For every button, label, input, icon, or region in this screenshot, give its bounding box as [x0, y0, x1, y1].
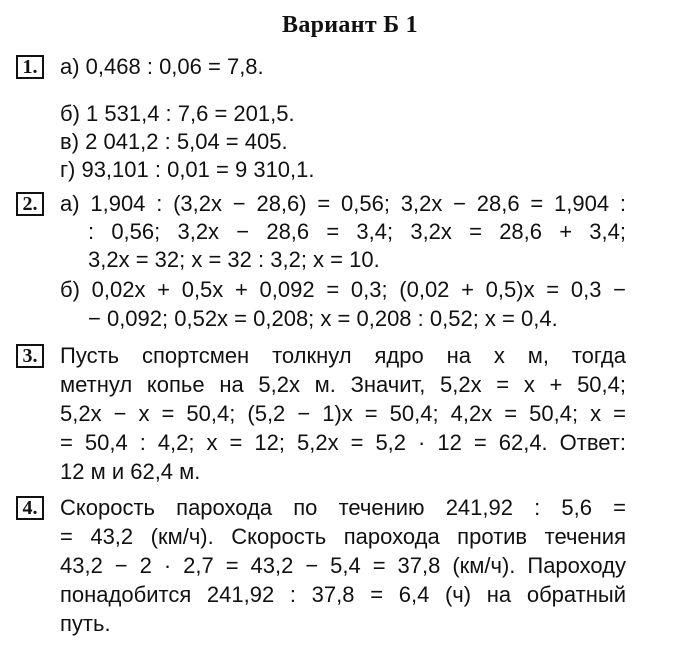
variant-title: Вариант Б 1 [282, 12, 418, 38]
task-3-line-2: метнул копье на 5,2x м. Значит, 5,2x = x + 50,4; [60, 372, 626, 397]
task-1-line-b: б) 1 531,4 : 7,6 = 201,5. [60, 101, 295, 126]
task-1-line-c: в) 2 041,2 : 5,04 = 405. [60, 129, 288, 154]
task-3-line-5: 12 м и 62,4 м. [60, 459, 201, 484]
task-1-line-a: а) 0,468 : 0,06 = 7,8. [60, 54, 264, 79]
task-1-number-box: 1. [16, 55, 44, 79]
task-4-line-2: = 43,2 (км/ч). Скорость парохода против течения [60, 524, 626, 549]
task-3-number-box: 3. [16, 344, 44, 368]
task-3-line-1: Пусть спортсмен толкнул ядро на x м, тогда [60, 343, 626, 368]
task-4-line-1: Скорость парохода по течению 241,92 : 5,6 = [60, 495, 626, 520]
task-4-line-4: понадобится 241,92 : 37,8 = 6,4 (ч) на обратный [60, 582, 626, 607]
task-2-line-2: : 0,56; 3,2x − 28,6 = 3,4; 3,2x = 28,6 + 3,4; [88, 219, 626, 244]
task-1-line-d: г) 93,101 : 0,01 = 9 310,1. [60, 157, 315, 182]
task-2-line-1: а) 1,904 : (3,2x − 28,6) = 0,56; 3,2x − 28,6 = 1,904 : [60, 191, 626, 216]
task-4-line-5: путь. [60, 611, 111, 636]
task-3-line-3: 5,2x − x = 50,4; (5,2 − 1)x = 50,4; 4,2x = 50,4; x = [60, 401, 626, 426]
task-4-number-box: 4. [16, 496, 44, 520]
task-2-line-4: б) 0,02x + 0,5x + 0,092 = 0,3; (0,02 + 0,5)x = 0,3 − [60, 277, 626, 302]
task-2-line-3: 3,2x = 32; x = 32 : 3,2; x = 10. [88, 247, 380, 272]
task-2-line-5: − 0,092; 0,52x = 0,208; x = 0,208 : 0,52; x = 0,4. [88, 306, 558, 331]
task-4-line-3: 43,2 − 2 · 2,7 = 43,2 − 5,4 = 37,8 (км/ч). Пароходу [60, 553, 626, 578]
task-3-line-4: = 50,4 : 4,2; x = 12; 5,2x = 5,2 · 12 = 62,4. Ответ: [60, 430, 626, 455]
task-2-number-box: 2. [16, 192, 44, 216]
